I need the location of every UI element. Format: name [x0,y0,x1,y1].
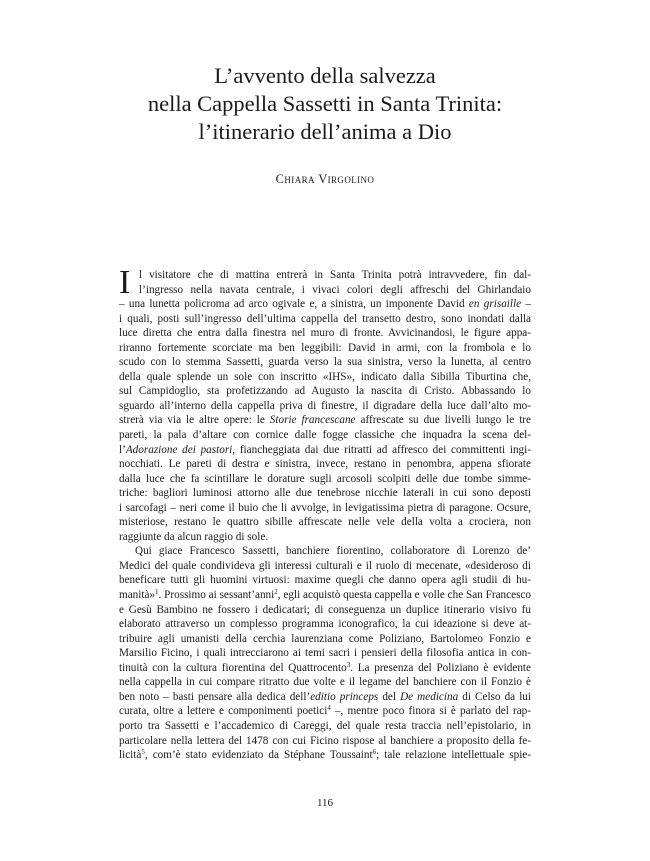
text-line [119,617,531,632]
text-segment: tribuire agli umanisti della cerchia laurenziana come Poliziano, Bartolomeo Fonzio e [119,632,531,645]
text-segment: – [521,298,531,311]
text-segment: affrescate su due livelli lungo le tre [355,414,531,427]
text-line [119,486,531,501]
text-segment: di Celso da lui [458,690,531,703]
text-segment: della quale splende un sole con inscritto «IHS», indicato dalla Sibilla Tiburtina che, [119,370,531,383]
page-number: 116 [316,797,334,809]
text-segment: e Gesù Bambino ne fossero i dedicatari; di conseguenza un duplice itinerario visivo fu [119,603,531,616]
text-segment: l’ingresso nella navata centrale, i vivaci colori degli affreschi del Ghirlandaio [139,283,531,296]
text-segment: elaborato attraverso un complesso programma iconografico, la cui ideazione si deve at- [119,618,531,631]
text-line [119,661,531,676]
text-line [119,719,531,734]
text-line [119,559,531,574]
title-line-3: l’itinerario dell’anima a Dio [198,119,452,144]
italic-text: en grisaille [468,298,522,311]
article-body [119,264,532,763]
article-title [0,62,650,146]
text-segment: . Prossimo ai sessant’anni [158,589,275,602]
text-line [119,515,531,530]
footnote-marker: 3 [346,660,351,669]
text-line [119,370,531,385]
title-line-2: nella Cappella Sassetti in Santa Trinita: [147,91,503,116]
text-line [119,544,531,559]
text-line [119,530,531,545]
text-segment: riranno fortemente scorciate ma ben leggibili: David in armi, con la frombola e lo [119,341,531,354]
text-line [119,501,531,516]
text-line [119,326,531,341]
text-segment: sguardo all’interno della cappella priva di finestre, il digradare della luce dall’alto mo- [119,399,531,412]
text-line [119,312,531,327]
text-segment: nocchiati. Le pareti di destra e sinistra, invece, restano in penombra, appena sfiorate [119,458,531,471]
text-segment: – una lunetta policroma ad arco ogivale e, a sinistra, un imponente David [119,298,469,311]
text-segment: raggiunte da alcun raggio di sole. [119,530,269,543]
text-segment: pareti, la pala d’altare con cornice dalle fogge classiche che inquadra la scena del- [119,429,531,442]
text-segment: licità [119,749,142,762]
text-segment: porto tra Sassetti e l’accademico di Careggi, del quale resta traccia nell’epistolario, in [119,719,531,732]
text-line [119,384,531,399]
italic-text: Storie francescane [269,414,356,427]
text-segment: . La presenza del Poliziano è evidente [350,661,532,674]
text-segment: ; tale relazione intellettuale spie- [376,749,531,762]
text-line [119,748,531,763]
text-segment: i sarcofagi – neri come il buio che li avvolge, in levigatissima pietra di paragone. Ocsure, [119,501,531,514]
text-line [119,297,531,312]
text-line [119,704,531,719]
text-segment: particolare nella lettera del 1478 con cui Ficino rispose al banchiere a proposito della fe- [119,734,531,747]
text-line [119,734,531,749]
text-line [119,603,531,618]
text-line [119,573,531,588]
text-segment: scudo con lo stemma Sassetti, guarda verso la sua sinistra, verso la lunetta, al centro [119,356,531,369]
text-line [119,283,531,298]
footnote-marker: 4 [327,704,331,713]
text-line [119,690,531,705]
italic-text: De medicina [400,690,459,703]
text-line [119,646,531,661]
text-segment: strerà via via le altre opere: le [119,414,270,427]
text-segment: sul Campidoglio, sta profetizzando ad Augusto la nascita di Cristo. Abbassando lo [119,385,531,398]
text-segment: l visitatore che di mattina entrerà in Santa Trinita potrà intravvedere, fin dal- [139,269,531,281]
text-segment: beneficare tutti gli huomini virtuosi: maxime quegli che danno opera agli studii di hu- [119,574,531,587]
text-segment: Qui giace Francesco Sassetti, banchiere fiorentino, collaboratore di Lorenzo de’ [135,545,531,558]
text-segment: –, mentre poco finora si è parlato del rap- [330,705,531,718]
italic-text: editio princeps [310,690,379,703]
text-segment: curata, oltre a lettere e componimenti poetici [119,705,328,718]
text-segment: dalla luce che fa scintillare le dorature sugli arcosoli scolpiti delle due tombe simme- [119,472,531,485]
text-line [119,457,531,472]
text-line [119,588,531,603]
text-line [119,632,531,647]
text-segment: , egli acquistò questa cappella e volle che San Francesco [277,589,531,602]
text-line [119,443,531,458]
text-line [119,355,531,370]
text-segment: , com’è stato evidenziato da Stéphane Toussaint [144,749,373,762]
italic-text: Adorazione dei pastori [125,443,233,456]
text-segment: del [378,690,401,703]
text-segment: tinuità con la cultura fiorentina del Quattrocento [119,661,347,674]
text-segment: Marsilio Ficino, i quali intrecciarono ai temi sacri i pensieri della filosofia antica in con- [119,647,531,660]
text-segment: Medici del quale condivideva gli interessi culturali e il ruolo di mecenate, «desideroso di [119,559,531,572]
text-segment: nella cappella in cui compare ritratto due volte e il legame del banchiere con il Fonzio è [119,676,531,689]
footnote-marker: 5 [141,748,145,757]
footnote-marker: 2 [274,588,278,597]
text-segment: , fiancheggiata dai due ritratti ad affresco dei committenti ingi- [232,443,531,456]
author-name: Chiara Virgolino [275,172,375,186]
text-line [119,675,531,690]
text-segment: luce diretta che entra dalla finestra nel muro di fronte. Avvicinandosi, le figure appa- [119,327,531,340]
text-line [119,341,531,356]
text-line [119,428,531,443]
text-line [119,268,531,283]
footnote-marker: 6 [372,748,377,757]
text-segment: misteriose, restano le quattro sibille affrescate nelle vele della volta a crociera, non [119,516,531,529]
text-line [119,413,531,428]
title-line-1: L’avvento della salvezza [214,63,436,88]
text-segment: ben noto – basti pensare alla dedica dell’ [119,690,311,703]
text-line [119,399,531,414]
text-segment: manità» [119,589,156,602]
text-segment: triche: bagliori luminosi attorno alle due tenebrose nicchie laterali in cui sono deposti [119,487,531,500]
drop-cap: I [119,264,131,301]
footnote-marker: 1 [155,588,159,597]
text-segment: i quali, posti sull’ingresso dell’ultima cappella del transetto destro, sono inondati dalla [119,312,531,325]
text-line [119,472,531,487]
text-segment: l’ [119,443,126,456]
